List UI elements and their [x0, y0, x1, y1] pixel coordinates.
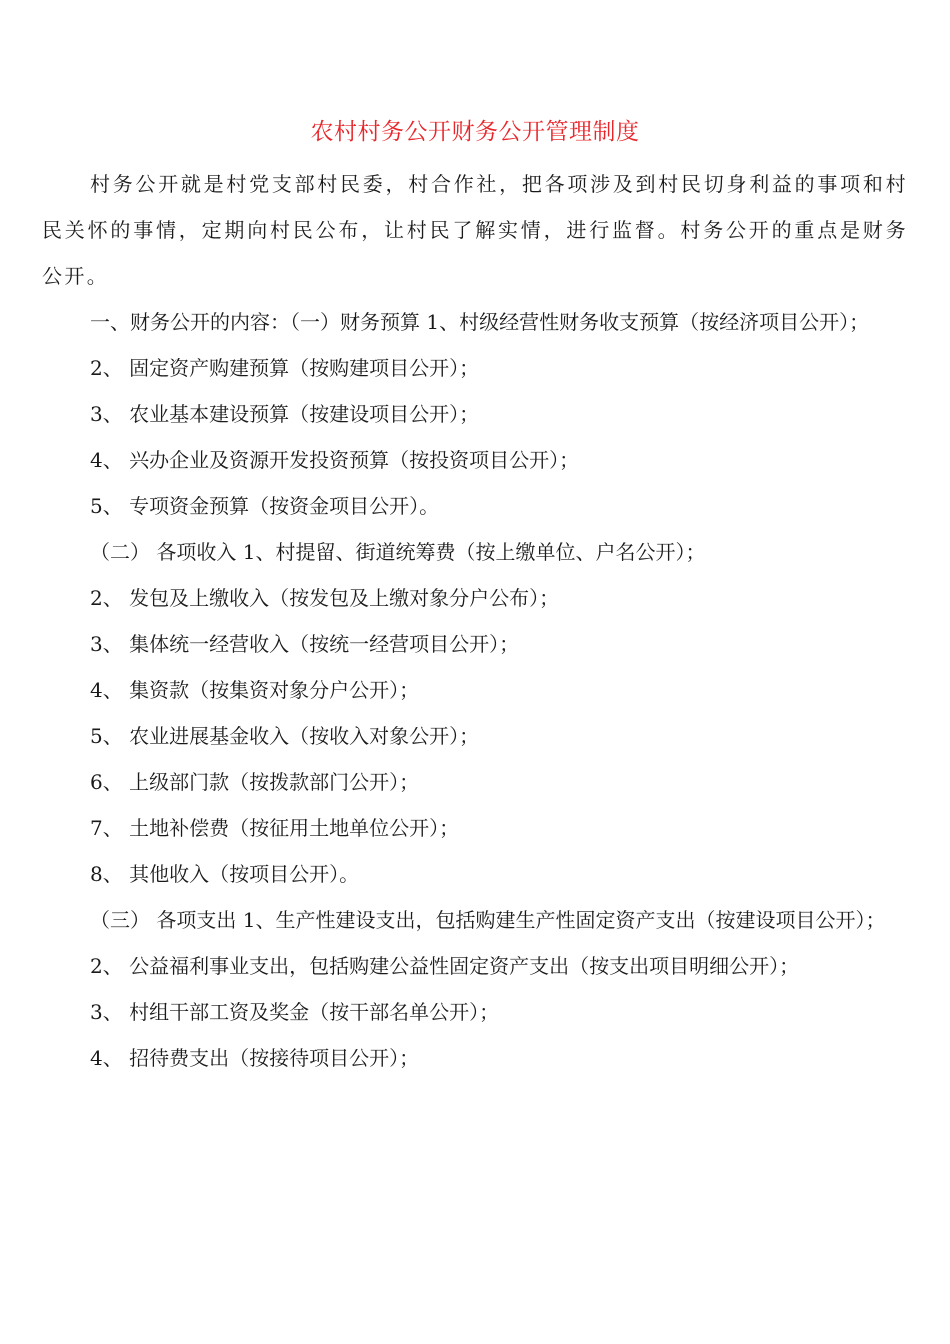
list-item: 3、 集体统一经营收入（按统一经营项目公开）；: [90, 632, 520, 656]
list-item: 5、 专项资金预算（按资金项目公开）。: [90, 494, 440, 518]
list-item: 2、 发包及上缴收入（按发包及上缴对象分户公布）；: [90, 586, 560, 610]
list-item: 2、 公益福利事业支出，包括购建公益性固定资产支出（按支出项目明细公开）；: [90, 954, 800, 978]
list-item: 4、 集资款（按集资对象分户公开）；: [90, 678, 420, 702]
list-item: 8、 其他收入（按项目公开）。: [90, 862, 360, 886]
list-item: 6、 上级部门款（按拨款部门公开）；: [90, 770, 420, 794]
document-body: [42, 161, 908, 1081]
list-item: 4、 招待费支出（按接待项目公开）；: [90, 1046, 420, 1070]
paragraph-intro: 村务公开就是村党支部村民委，村合作社，把各项涉及到村民切身利益的事项和村民关怀的事情，定期向村民公布，让村民了解实情，进行监督。村务公开的重点是财务公开。: [42, 172, 908, 288]
paragraph-section-1: 一、财务公开的内容：（一）财务预算 1、村级经营性财务收支预算（按经济项目公开）；: [90, 310, 870, 334]
paragraph-subsection-income: （二） 各项收入 1、村提留、街道统筹费（按上缴单位、户名公开）；: [90, 540, 706, 564]
paragraph-subsection-expense: （三） 各项支出 1、生产性建设支出，包括购建生产性固定资产支出（按建设项目公开）；: [90, 908, 886, 932]
list-item: 3、 村组干部工资及奖金（按干部名单公开）；: [90, 1000, 500, 1024]
document-title: 农村村务公开财务公开管理制度: [310, 119, 640, 145]
list-item: 7、 土地补偿费（按征用土地单位公开）；: [90, 816, 460, 840]
list-item: 3、 农业基本建设预算（按建设项目公开）；: [90, 402, 480, 426]
list-item: 2、 固定资产购建预算（按购建项目公开）；: [90, 356, 480, 380]
list-item: 4、 兴办企业及资源开发投资预算（按投资项目公开）；: [90, 448, 580, 472]
list-item: 5、 农业进展基金收入（按收入对象公开）；: [90, 724, 480, 748]
